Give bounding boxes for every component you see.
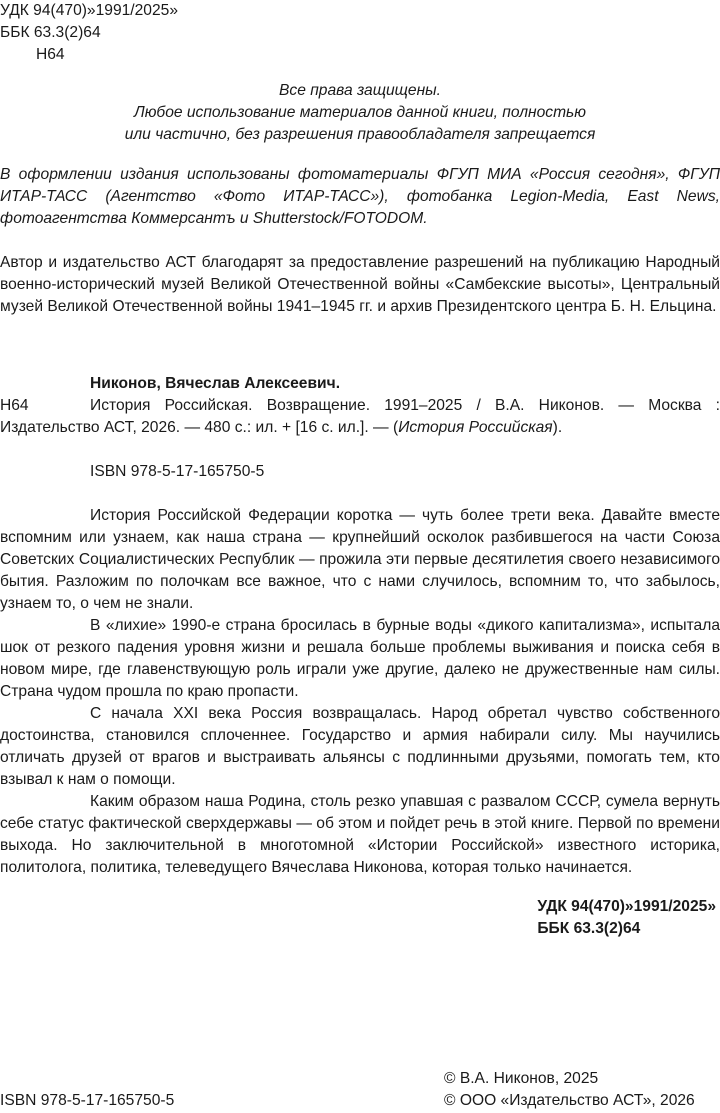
footer-isbn: ISBN 978-5-17-165750-5 — [0, 1092, 175, 1109]
abstract-paragraph-3: С начала XXI века Россия возвращалась. Народ обретал чувство собственного достоинства, становился сплоченнее. Государство и армия набирали силу. Мы научились отличать друзей от врагов и выстраивать альянсы с подлинными друзьями, помогать тем, кто взывал к нам о помощи. — [0, 705, 720, 788]
abstract-paragraph-1: История Российской Федерации коротка — чуть более трети века. Давайте вместе вспомним или узнаем, как наша страна — крупнейший осколок разбившегося на части Союза Советских Социалистических Республик — прожила эти первые десятилетия своего независимого бытия. Разложим по полочкам все важное, что с нами случилось, вспомним то, что забылось, узнаем то, о чем не знали. — [0, 507, 720, 612]
catalog-entry-text: История Российская. Возвращение. 1991–2025 / В.А. Никонов. — Москва : Издательство АСТ, 2026. — 480 с.: ил. + [16 с. ил.]. — ( — [0, 397, 720, 436]
rights-line-3: или частично, без разрешения правообладателя запрещается — [124, 126, 596, 143]
copyright-author: © В.А. Никонов, 2025 — [444, 1070, 599, 1087]
rights-notice — [60, 80, 660, 146]
catalog-isbn: ISBN 978-5-17-165750-5 — [90, 463, 265, 480]
author-mark: Н64 — [36, 46, 65, 63]
catalog-entry — [0, 395, 720, 439]
footer-bbk: ББК 63.3(2)64 — [537, 920, 641, 937]
udk-code: УДК 94(470)»1991/2025» — [0, 2, 178, 19]
copyright-publisher: © ООО «Издательство АСТ», 2026 — [444, 1092, 695, 1109]
abstract-paragraph-4: Каким образом наша Родина, столь резко упавшая с развалом СССР, сумела вернуть себе статус фактической сверхдержавы — об этом и пойдет речь в этой книге. Первой по времени выхода. Но заключительной в многотомной «Истории Российской» известного историка, политолога, политика, телеведущего Вячеслава Никонова, которая только начинается. — [0, 793, 720, 876]
catalog-series: История Российская — [398, 419, 553, 436]
copyright-block — [444, 1068, 695, 1112]
catalog-mark: Н64 — [0, 397, 29, 414]
abstract-paragraph-2: В «лихие» 1990-е страна бросилась в бурные воды «дикого капитализма», испытала шок от резкого падения уровня жизни и решала больше проблемы выживания и поиска себя в новом мире, где главенствующую роль играли уже другие, далеко не дружественные нам силы. Страна чудом прошла по краю пропасти. — [0, 617, 720, 700]
photo-credits: В оформлении издания использованы фотоматериалы ФГУП МИА «Россия сегодня», ФГУП ИТАР-ТАСС (Агентство «Фото ИТАР-ТАСС»), фотобанка Legion-Media, East News, фотоагентства Коммерсантъ и Shutterstock/FOTODOM. — [0, 166, 720, 227]
header-classification — [0, 0, 178, 66]
abstract — [0, 505, 720, 879]
bbk-code: ББК 63.3(2)64 — [0, 24, 101, 41]
rights-line-1: Все права защищены. — [279, 82, 441, 99]
footer-udk: УДК 94(470)»1991/2025» — [537, 898, 716, 915]
catalog-author: Никонов, Вячеслав Алексеевич. — [90, 375, 341, 392]
catalog-entry-end: ). — [552, 419, 563, 436]
acknowledgement: Автор и издательство АСТ благодарят за предоставление разрешений на публикацию Народный военно-исторический музей Великой Отечественной войны «Самбекские высоты», Центральный музей Великой Отечественной войны 1941–1945 гг. и архив Президентского центра Б. Н. Ельцина. — [0, 254, 720, 315]
footer-classification — [537, 896, 716, 940]
rights-line-2: Любое использование материалов данной книги, полностью — [134, 104, 586, 121]
